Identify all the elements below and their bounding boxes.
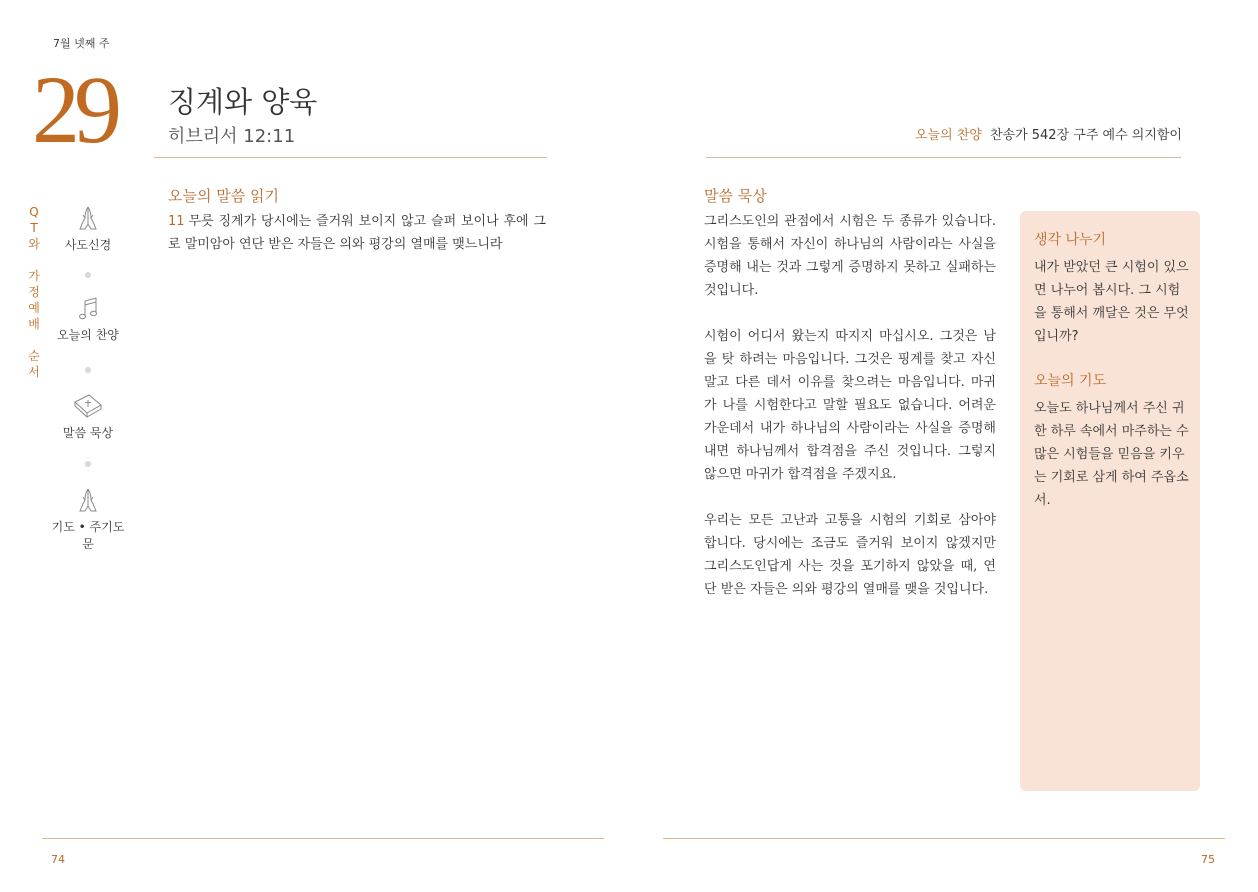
prayer-heading: 오늘의 기도: [1034, 373, 1107, 389]
meditation-heading: 말씀 묵상: [704, 187, 767, 205]
step-separator-dot: [85, 367, 91, 373]
meditation-paragraph: 우리는 모든 고난과 고통을 시험의 기회로 삼아야 합니다. 당시에는 조금도 즐거워 보이지 않겠지만 그리스도인답게 사는 것을 포기하지 않았을 때, 연단 받은 자들은 의와 평강의 열매를 맺을 것입니다.: [704, 513, 996, 597]
week-label: 7월 넷째 주: [53, 37, 110, 50]
sidebar-step-hymn: [50, 296, 126, 343]
bible-icon: [72, 392, 104, 420]
page-number-left: 74: [51, 853, 65, 866]
sidebar-vertical-label: [28, 204, 40, 380]
vertical-char: 예: [28, 301, 40, 315]
reading-passage: [168, 210, 546, 256]
reading-heading: 오늘의 말씀 읽기: [168, 187, 279, 205]
meditation-text: [704, 210, 996, 624]
vertical-gap: [28, 252, 40, 268]
vertical-char: 가: [28, 269, 40, 283]
music-note-icon: [73, 296, 103, 322]
verse-text: 무릇 징계가 당시에는 즐거워 보이지 않고 슬퍼 보이나 후에 그로 말미암아 연단 받은 자들은 의와 평강의 열매를 맺느니라: [168, 214, 546, 252]
sidebar-step-apostles-creed: [50, 204, 126, 253]
sidebar-step-prayer: [50, 486, 126, 552]
hymn-value: 찬송가 542장 구주 예수 의지함이: [989, 128, 1182, 143]
sidebar-step-meditation: [50, 392, 126, 441]
scripture-reference: 히브리서 12:11: [168, 126, 296, 147]
page-title: 징계와 양육: [168, 85, 318, 119]
day-number: 29: [32, 56, 116, 163]
vertical-char: Q: [29, 205, 39, 219]
divider-top-right: [706, 157, 1181, 158]
meditation-paragraph: 시험이 어디서 왔는지 따지지 마십시오. 그것은 남을 탓 하려는 마음입니다. 그것은 핑계를 찾고 자신 말고 다른 데서 이유를 찾으려는 마음입니다. 마귀가 나를 시험한다고 말할 필요도 없습니다. 어려운 가운데서 내가 하나님의 사람이라는 사실을 증명해내면 하나님께서 합격점을 주신 것입니다. 그렇지 않으면 마귀가 합격점을 주겠지요.: [704, 329, 996, 482]
vertical-char: 와: [28, 237, 40, 251]
hymn-info: [915, 124, 1182, 143]
prayer-text: 오늘도 하나님께서 주신 귀한 하루 속에서 마주하는 수많은 시험들을 믿음을 키우는 기회로 삼게 하여 주옵소서.: [1034, 401, 1189, 508]
vertical-char: 서: [28, 365, 40, 379]
share-text: 내가 받았던 큰 시험이 있으면 나누어 봅시다. 그 시험을 통해서 깨달은 것은 무엇입니까?: [1034, 260, 1189, 344]
hymn-label: 오늘의 찬양: [915, 128, 982, 143]
meditation-paragraph: 그리스도인의 관점에서 시험은 두 종류가 있습니다. 시험을 통해서 자신이 하나님의 사람이라는 사실을 증명해 내는 것과 그렇게 증명하지 못하고 실패하는 것입니다.: [704, 214, 996, 298]
step-separator-dot: [85, 461, 91, 467]
praying-hands-icon: [73, 486, 103, 514]
verse-number: 11: [168, 214, 185, 229]
step-label: 기도 • 주기도문: [51, 520, 125, 551]
vertical-gap: [28, 332, 40, 348]
share-heading: 생각 나누기: [1034, 232, 1107, 248]
step-label: 사도신경: [64, 238, 112, 252]
divider-bottom-left: [42, 838, 604, 839]
vertical-char: 배: [28, 317, 40, 331]
vertical-char: T: [30, 221, 38, 235]
praying-hands-icon: [73, 204, 103, 232]
vertical-char: 순: [28, 349, 40, 363]
step-label: 말씀 묵상: [62, 426, 114, 440]
step-label: 오늘의 찬양: [57, 328, 119, 342]
step-separator-dot: [85, 272, 91, 278]
divider-top-left: [154, 157, 547, 158]
divider-bottom-right: [663, 838, 1225, 839]
vertical-char: 정: [28, 285, 40, 299]
page-number-right: 75: [1201, 853, 1215, 866]
